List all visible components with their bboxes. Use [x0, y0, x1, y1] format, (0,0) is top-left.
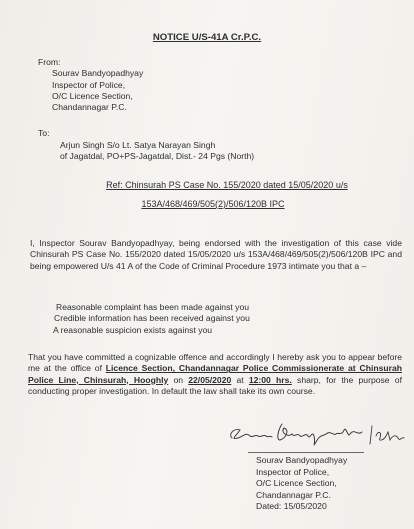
to-label: To:	[38, 128, 50, 138]
to-line: of Jagatdal, PO+PS-Jagatdal, Dist.- 24 Pgs (North)	[60, 151, 255, 161]
signature-line-text: Inspector of Police,	[256, 466, 330, 477]
signature-line-text: Sourav Bandyopadhyay	[256, 455, 348, 465]
from-line: Inspector of Police,	[52, 80, 126, 90]
from-line: Chandannagar P.C.	[52, 102, 127, 112]
appearance-text: at	[231, 374, 249, 385]
appearance-time: 12:00 hrs.	[248, 374, 292, 385]
reference-line: Ref: Chinsurah PS Case No. 155/2020 dated 15/05/2020 u/s	[106, 180, 348, 190]
appearance-text: on	[168, 374, 189, 385]
ground-item: A reasonable suspicion exists against you	[53, 324, 213, 335]
appearance-place: Licence Section, Chandannagar Police Commissionerate at Chinsurah Police Line, Chinsurah, Hooghly	[28, 363, 402, 385]
appearance-date: 22/05/2020	[188, 374, 232, 385]
signature-line-text: Chandannagar P.C.	[256, 489, 331, 500]
signature-line-text: O/C Licence Section,	[256, 478, 337, 489]
appearance-paragraph	[28, 352, 402, 397]
appearance-text: That you have committed a cognizable offence and accordingly I hereby ask you to appear before me at the office of	[28, 352, 402, 374]
signature-block	[256, 455, 347, 513]
from-line: Sourav Bandyopadhyay	[52, 68, 144, 78]
signature-line	[248, 452, 364, 453]
notice-title: NOTICE U/S-41A Cr.P.C.	[152, 32, 262, 43]
to-line: Arjun Singh S/o Lt. Satya Narayan Singh	[60, 140, 216, 150]
handwritten-signature	[226, 416, 406, 450]
signature-date: Dated: 15/05/2020	[256, 501, 327, 512]
ground-item: Credible information has been received against you	[54, 313, 250, 324]
from-label: From:	[38, 57, 61, 67]
from-line: O/C Licence Section,	[52, 91, 133, 101]
body-paragraph: I, Inspector Sourav Bandyopadhyay, being endorsed with the investigation of this case vide Chinsurah PS Case No. 155/2020 dated 15/05/2020 u/s 153A/468/469/505(2)/506/120B IPC and being empowered U/s 41 A of the Code of Criminal Procedure 1973 intimate you that a –	[30, 238, 402, 271]
grounds-list	[53, 302, 250, 336]
appearance-text: sharp, for the purpose of conducting proper investigation. In default the law shall take its own course.	[28, 374, 402, 396]
reference-line: 153A/468/469/505(2)/506/120B IPC	[141, 199, 285, 209]
ground-item: Reasonable complaint has been made against you	[56, 302, 250, 312]
